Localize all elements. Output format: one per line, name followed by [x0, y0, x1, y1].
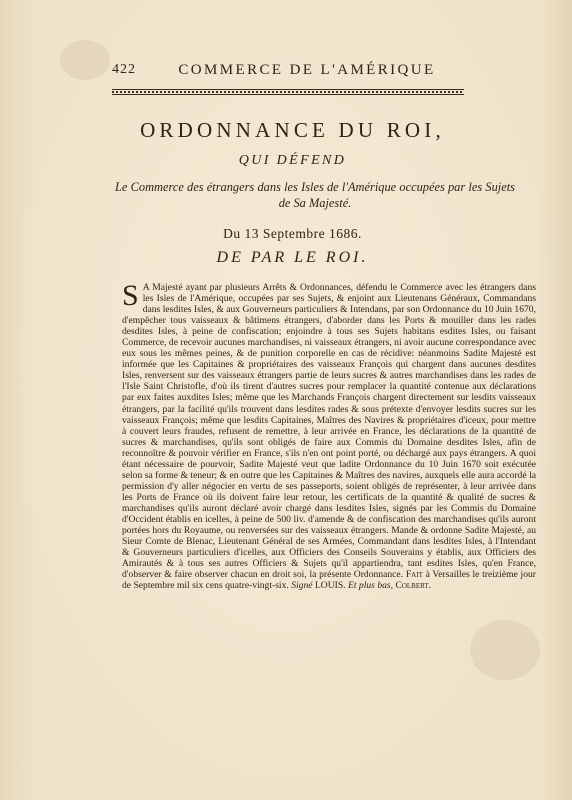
by-the-king-heading: DE PAR LE ROI. — [216, 249, 369, 266]
signature-king: LOUIS. — [314, 580, 346, 592]
paper-stain — [60, 40, 110, 80]
running-head-title: COMMERCE DE L'AMÉRIQUE — [178, 62, 436, 78]
page-number: 422 — [112, 62, 136, 77]
document-subtitle: QUI DÉFEND — [238, 153, 347, 168]
body-closing: à Versailles le treizième jour de Septembre mil six cens quatre-vingt-six. — [122, 569, 536, 592]
fait-label: Fait — [405, 569, 423, 581]
paper-stain — [470, 620, 540, 680]
ordinance-body — [122, 279, 536, 592]
running-head — [112, 62, 462, 78]
body-paragraph: A Majesté ayant par plusieurs Arrêts & Ordonnances, défendu le Commerce avec les étrangers dans les Isles de l'Amérique, occupées par ses Sujets, & enjoint aux Lieutenans Généraux, Commandans dans lesdites Isles, & aux Gouverneurs particuliers & Intendans, par son Ordonnance du 10 Juin 1670, d'empêcher tous vaisseaux & bâtimens étrangers, d'aborder dans les Ports & mouiller dans les rades desdites Isles, à peine de confiscation; enjoindre à tous ses Sujets habitans esdites Isles, ou faisant Commerce, de recevoir aucunes marchandises, ni vaisseaux étrangers, ni avoir aucune correspondance avec eux sous les mêmes peines, & de punition corporelle en cas de récidive: néanmoins Sadite Majesté est informée que les Capitaines & propriétaires des vaisseaux François qui chargent dans aucunes desdites Isles, renversent sur des vaisseaux étrangers partie de leurs sucres & autres marchandises dans les rades de l'Isle Saint Christofle, d'où ils tirent d'autres sucres pour remplacer la quantité contenue aux déclarations par eux faites auxdites Isles; même que les Marchands François chargent directement sur lesdits vaisseaux étrangers, par la facilité qu'ils trouvent dans lesdites rades & sous prétexte d'envoyer lesdits sucres sur les vaisseaux François; même que lesdits Capitaines, Maîtres des Navires & propriétaires d'iceux, pour mettre à couvert leurs fraudes, refusent de remettre, à leur arrivée en France, les déclarations de la quantité de sucres & marchandises, qu'ils sont obligés de faire aux Commis du Domaine desdites Isles, afin de reconnoître & pouvoir vérifier en France, s'ils n'en ont point porté, ou déchargé aux pays étrangers. A quoi étant nécessaire de pourvoir, Sadite Majesté veut que ladite Ordonnance du 10 Juin 1670 soit exécutée selon sa forme & teneur; & en outre que les Capitaines & Maîtres des navires, auxquels elle aura accordé la permission d'y aller négocier en vertu de ses passeports, soient obligés de représenter, à leur arrivée dans les Ports de France où ils doivent faire leur retour, les certificats de la quantité & qualité de sucres & marchandises qu'ils auront déclaré avoir chargé dans lesdites Isles, signés par les Commis du Domaine d'Occident établis en icelles, à peine de 500 liv. d'amende & de confiscation des marchandises qu'ils auront portées hors du Royaume, ou renversées sur des vaisseaux étrangers. Mande & ordonne Sadite Majesté, au Sieur Comte de Blenac, Lieutenant Général de ses Armées, Commandant dans lesdites Isles, à l'Intendant & Gouverneurs particuliers d'icelles, aux Officiers des Conseils Souverains y établis, aux Officiers des Amirautés & à tous ses autres Officiers & Sujets qu'il appartiendra, tant esdites Isles, qu'en France, d'observer & faire observer chacun en droit soi, la présente Ordonnance. — [122, 282, 536, 581]
plus-bas-label: Et plus bas, — [348, 580, 394, 592]
signe-label: Signé — [291, 580, 313, 592]
document-title: ORDONNANCE DU ROI, — [140, 118, 445, 142]
document-caption: Le Commerce des étrangers dans les Isles de l'Amérique occupées par les Sujets de Sa Majesté. — [115, 180, 515, 210]
drop-cap: S — [122, 279, 139, 312]
signature-minister: Colbert. — [395, 580, 432, 592]
ornamental-rule — [112, 89, 464, 95]
document-date: Du 13 Septembre 1686. — [223, 226, 362, 241]
